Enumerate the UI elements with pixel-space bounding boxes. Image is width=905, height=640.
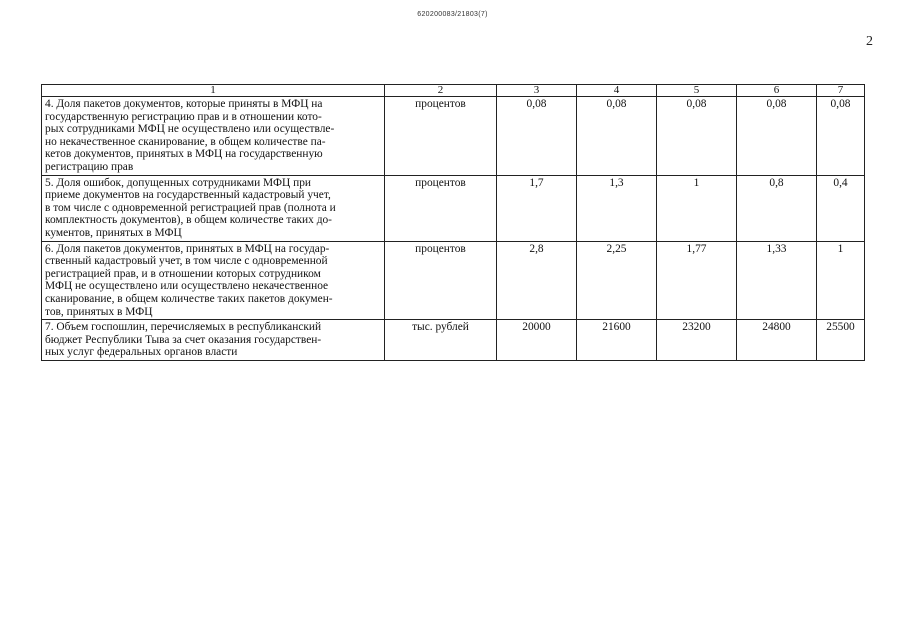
table-row [42,241,865,320]
indicator-name-cell [42,175,385,241]
value-cell: 1 [657,175,737,241]
value-cell: 0,4 [817,175,865,241]
indicator-name-line: государственную регистрацию прав и в отношении кото- [45,110,322,123]
indicator-name-line: ных услуг федеральных органов власти [45,346,238,359]
value-cell: 0,08 [817,97,865,176]
indicator-name-line: регистрацию прав [45,160,134,173]
header-cell: 2 [385,85,497,97]
indicator-name-line: 7. Объем госпошлин, перечисляемых в республиканский [45,321,322,334]
document-code: 620200083/21803(7) [417,11,488,18]
value-cell: 0,08 [577,97,657,176]
header-cell: 3 [497,85,577,97]
value-cell: 2,8 [497,241,577,320]
value-cell: 2,25 [577,241,657,320]
value-cell: 1,33 [737,241,817,320]
indicator-name-line: рых сотрудниками МФЦ не осуществлено или осуществле- [45,123,335,136]
indicator-name-cell [42,241,385,320]
header-cell: 1 [42,85,385,97]
table-row [42,175,865,241]
indicator-name-line: комплектность документов), в общем количестве таких до- [45,214,332,227]
indicator-name-line: 4. Доля пакетов документов, которые приняты в МФЦ на [45,98,323,110]
value-cell: 0,08 [497,97,577,176]
table-row [42,320,865,361]
value-cell: 0,8 [737,175,817,241]
value-cell: 0,08 [657,97,737,176]
indicator-name-line: 5. Доля ошибок, допущенных сотрудниками МФЦ при [45,176,311,189]
value-cell: 1,3 [577,175,657,241]
indicator-name-line: в том числе с одновременной регистрацией прав (полнота и [45,201,336,214]
header-cell: 6 [737,85,817,97]
value-cell: 23200 [657,320,737,361]
value-cell: 24800 [737,320,817,361]
indicator-name-line: 6. Доля пакетов документов, принятых в МФЦ на государ- [45,242,330,255]
table-header-row [42,85,865,97]
value-cell: 1,77 [657,241,737,320]
indicator-name-cell [42,97,385,176]
value-cell: 1,7 [497,175,577,241]
indicator-name-line: кументов, принятых в МФЦ [45,226,182,239]
indicator-name-line: сканирование, в общем количестве таких пакетов докумен- [45,292,333,305]
value-cell: 25500 [817,320,865,361]
value-cell: 1 [817,241,865,320]
header-cell: 7 [817,85,865,97]
unit-cell: процентов [385,97,497,176]
indicator-name-line: ственный кадастровый учет, в том числе с одновременной [45,255,328,268]
table-row [42,97,865,176]
indicator-name-line: МФЦ не осуществлено или осуществлено некачественное [45,280,329,293]
indicator-name-line: но некачественное сканирование, в общем количестве па- [45,135,326,148]
page-number: 2 [866,34,873,49]
header-cell: 4 [577,85,657,97]
indicator-name-line: бюджет Республики Тыва за счет оказания государствен- [45,333,322,346]
value-cell: 21600 [577,320,657,361]
indicator-name-line: тов, принятых в МФЦ [45,305,153,318]
indicator-name-cell [42,320,385,361]
unit-cell: тыс. рублей [385,320,497,361]
value-cell: 0,08 [737,97,817,176]
header-cell: 5 [657,85,737,97]
indicator-name-line: приеме документов на государственный кадастровый учет, [45,189,331,202]
indicator-name-line: кетов документов, принятых в МФЦ на государственную [45,148,323,161]
unit-cell: процентов [385,241,497,320]
indicators-table [41,84,865,361]
unit-cell: процентов [385,175,497,241]
value-cell: 20000 [497,320,577,361]
indicator-name-line: регистрацией прав, и в отношении которых сотрудником [45,267,321,280]
